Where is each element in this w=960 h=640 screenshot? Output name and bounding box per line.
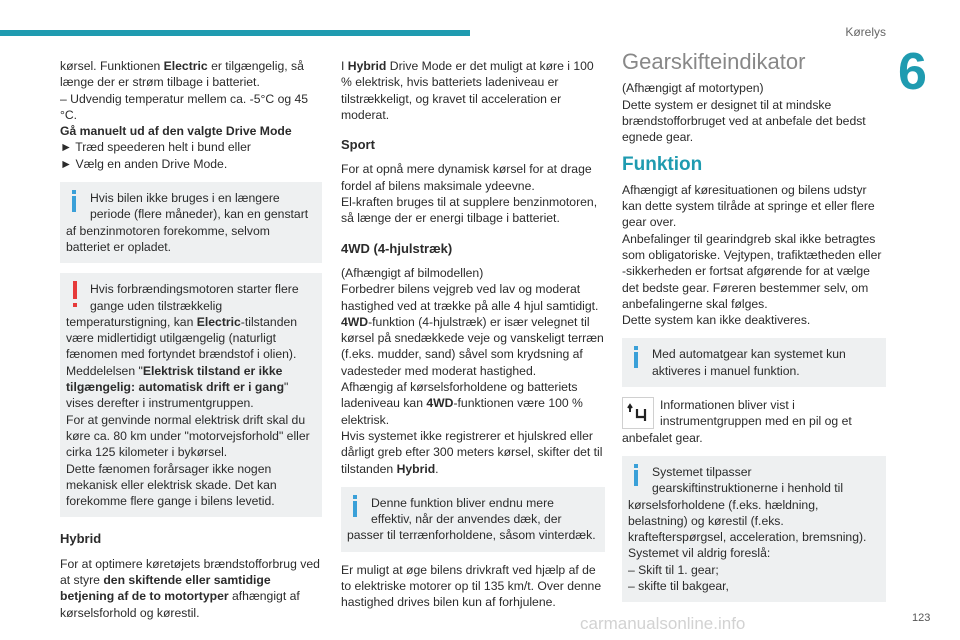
paragraph: kørsel. Funktionen Electric er tilgængelig, så længe der er strøm tilbage i batteriet. – Udvendig temperatur mellem ca. -5°C og 45 °C. Gå manuelt ud af den valgte Drive Mode ► Træd speederen helt i bund eller ► Vælg en anden Drive Mode.	[60, 59, 309, 171]
section-title: Kørelys	[845, 25, 886, 39]
paragraph: I Hybrid Drive Mode er det muligt at køre i 100 % elektrisk, hvis batteriets ladeniveau er tilstrækkeligt, og kravet til acceleration er moderat.	[341, 59, 594, 122]
info-box: Med automatgear kan systemet kun aktiveres i manuel funktion.	[622, 338, 886, 387]
watermark: carmanualsonline.info	[580, 614, 746, 633]
page-number: 123	[912, 612, 931, 624]
info-icon	[628, 346, 646, 374]
paragraph: (Afhængigt af motortypen) Dette system er designet til at mindske brændstofforbruget ved at anbefale det bedst egnede gear.	[622, 81, 866, 145]
info-icon	[66, 190, 84, 218]
paragraph: (Afhængigt af bilmodellen) Forbedrer bilens vejgreb ved lav og moderat hastighed ved at trække på alle 4 hjul samtidigt. 4WD-funktion (4-hjulstræk) er især velegnet til kørsel på snedækkede veje og vanskeligt terræn (f.eks. mudder, sand) såvel som krydsning af vadesteder med moderat hastighed. Afhængig af kørselsforholdene og batteriets ladeniveau kan 4WD-funktionen være 100 % elektrisk. Hvis systemet ikke registrerer et hjulskred eller dårligt greb efter 300 meters kørsel, skifter det til tilstanden Hybrid.	[341, 265, 604, 476]
column-2	[341, 58, 605, 619]
paragraph: Er muligt at øge bilens drivkraft ved hjælp af de to elektriske motorer op til 135 km/t. Over denne hastighed drives bilen kun af forhjulene.	[341, 562, 602, 610]
subheading-hybrid: Hybrid	[60, 531, 102, 547]
info-box: Systemet tilpasser gearskiftinstruktionerne i henhold til kørselsforholdene (f.eks. hældning, belastning) og kørestil (f.eks. kraftefterspørgsel, acceleration, bremsning). Systemet vil aldrig foreslå: – Skift til 1. gear; – skifte til bakgear,	[622, 456, 886, 602]
subheading-4wd: 4WD (4-hjulstræk)	[341, 240, 453, 256]
info-box: Hvis bilen ikke bruges i en længere periode (flere måneder), kan en genstart af benzinmotoren forekomme, selvom batteriet er opladet.	[60, 182, 322, 263]
gear-shift-arrow-icon	[622, 397, 654, 429]
paragraph: For at opnå mere dynamisk kørsel for at drage fordel af bilens maksimale ydeevne. El-kraften bruges til at supplere benzinmotoren, så længe der er energi tilbage i batteriet.	[341, 162, 598, 226]
subsection-heading: Funktion	[622, 154, 703, 176]
paragraph: For at optimere køretøjets brændstofforbrug ved at styre den skiftende eller samtidige betjening af de to motortyper afhængigt af kørselsforhold og kørestil.	[60, 556, 320, 620]
header-accent-bar	[0, 30, 470, 36]
column-3	[622, 49, 886, 612]
info-icon	[347, 495, 365, 523]
gear-indicator-note: Informationen bliver vist i instrumentgruppen med en pil og et anbefalet gear.	[622, 398, 852, 445]
warning-icon	[66, 281, 84, 309]
warning-box: Hvis forbrændingsmotoren starter flere gange uden tilstrækkelig temperaturstigning, kan Electric-tilstanden være midlertidigt utilgængelig (naturligt fænomen med fortyndet brændstof i olien). Meddelelsen "Elektrisk tilstand er ikke tilgængelig: automatisk drift er i gang" vises derefter i instrumentgruppen. For at genvinde normal elektrisk drift skal du køre ca. 80 km under "motorvejsforhold" eller cirka 125 kilometer i bykørsel. Dette fænomen forårsager ikke nogen mekanisk eller elektrisk skade. Det kan forekomme flere gange i bilens levetid.	[60, 273, 322, 517]
info-box: Denne funktion bliver endnu mere effektiv, når der anvendes dæk, der passer til terrænforholdene, såsom vinterdæk.	[341, 487, 605, 552]
section-heading: Gearskifteindikator	[622, 49, 806, 74]
chapter-number: 6	[898, 43, 927, 101]
info-icon	[628, 464, 646, 492]
subheading-sport: Sport	[341, 137, 375, 153]
column-1	[60, 58, 322, 629]
paragraph: Afhængigt af køresituationen og bilens udstyr kan dette system tilråde at springe et eller flere gear over. Anbefalinger til gearindgreb skal ikke betragtes som obligatoriske. Vejtypen, trafiktætheden eller -sikkerheden er fortsat afgørende for at vælge det bedste gear. Føreren bestemmer selv, om anbefalingerne skal følges. Dette system kan ikke deaktiveres.	[622, 182, 882, 328]
